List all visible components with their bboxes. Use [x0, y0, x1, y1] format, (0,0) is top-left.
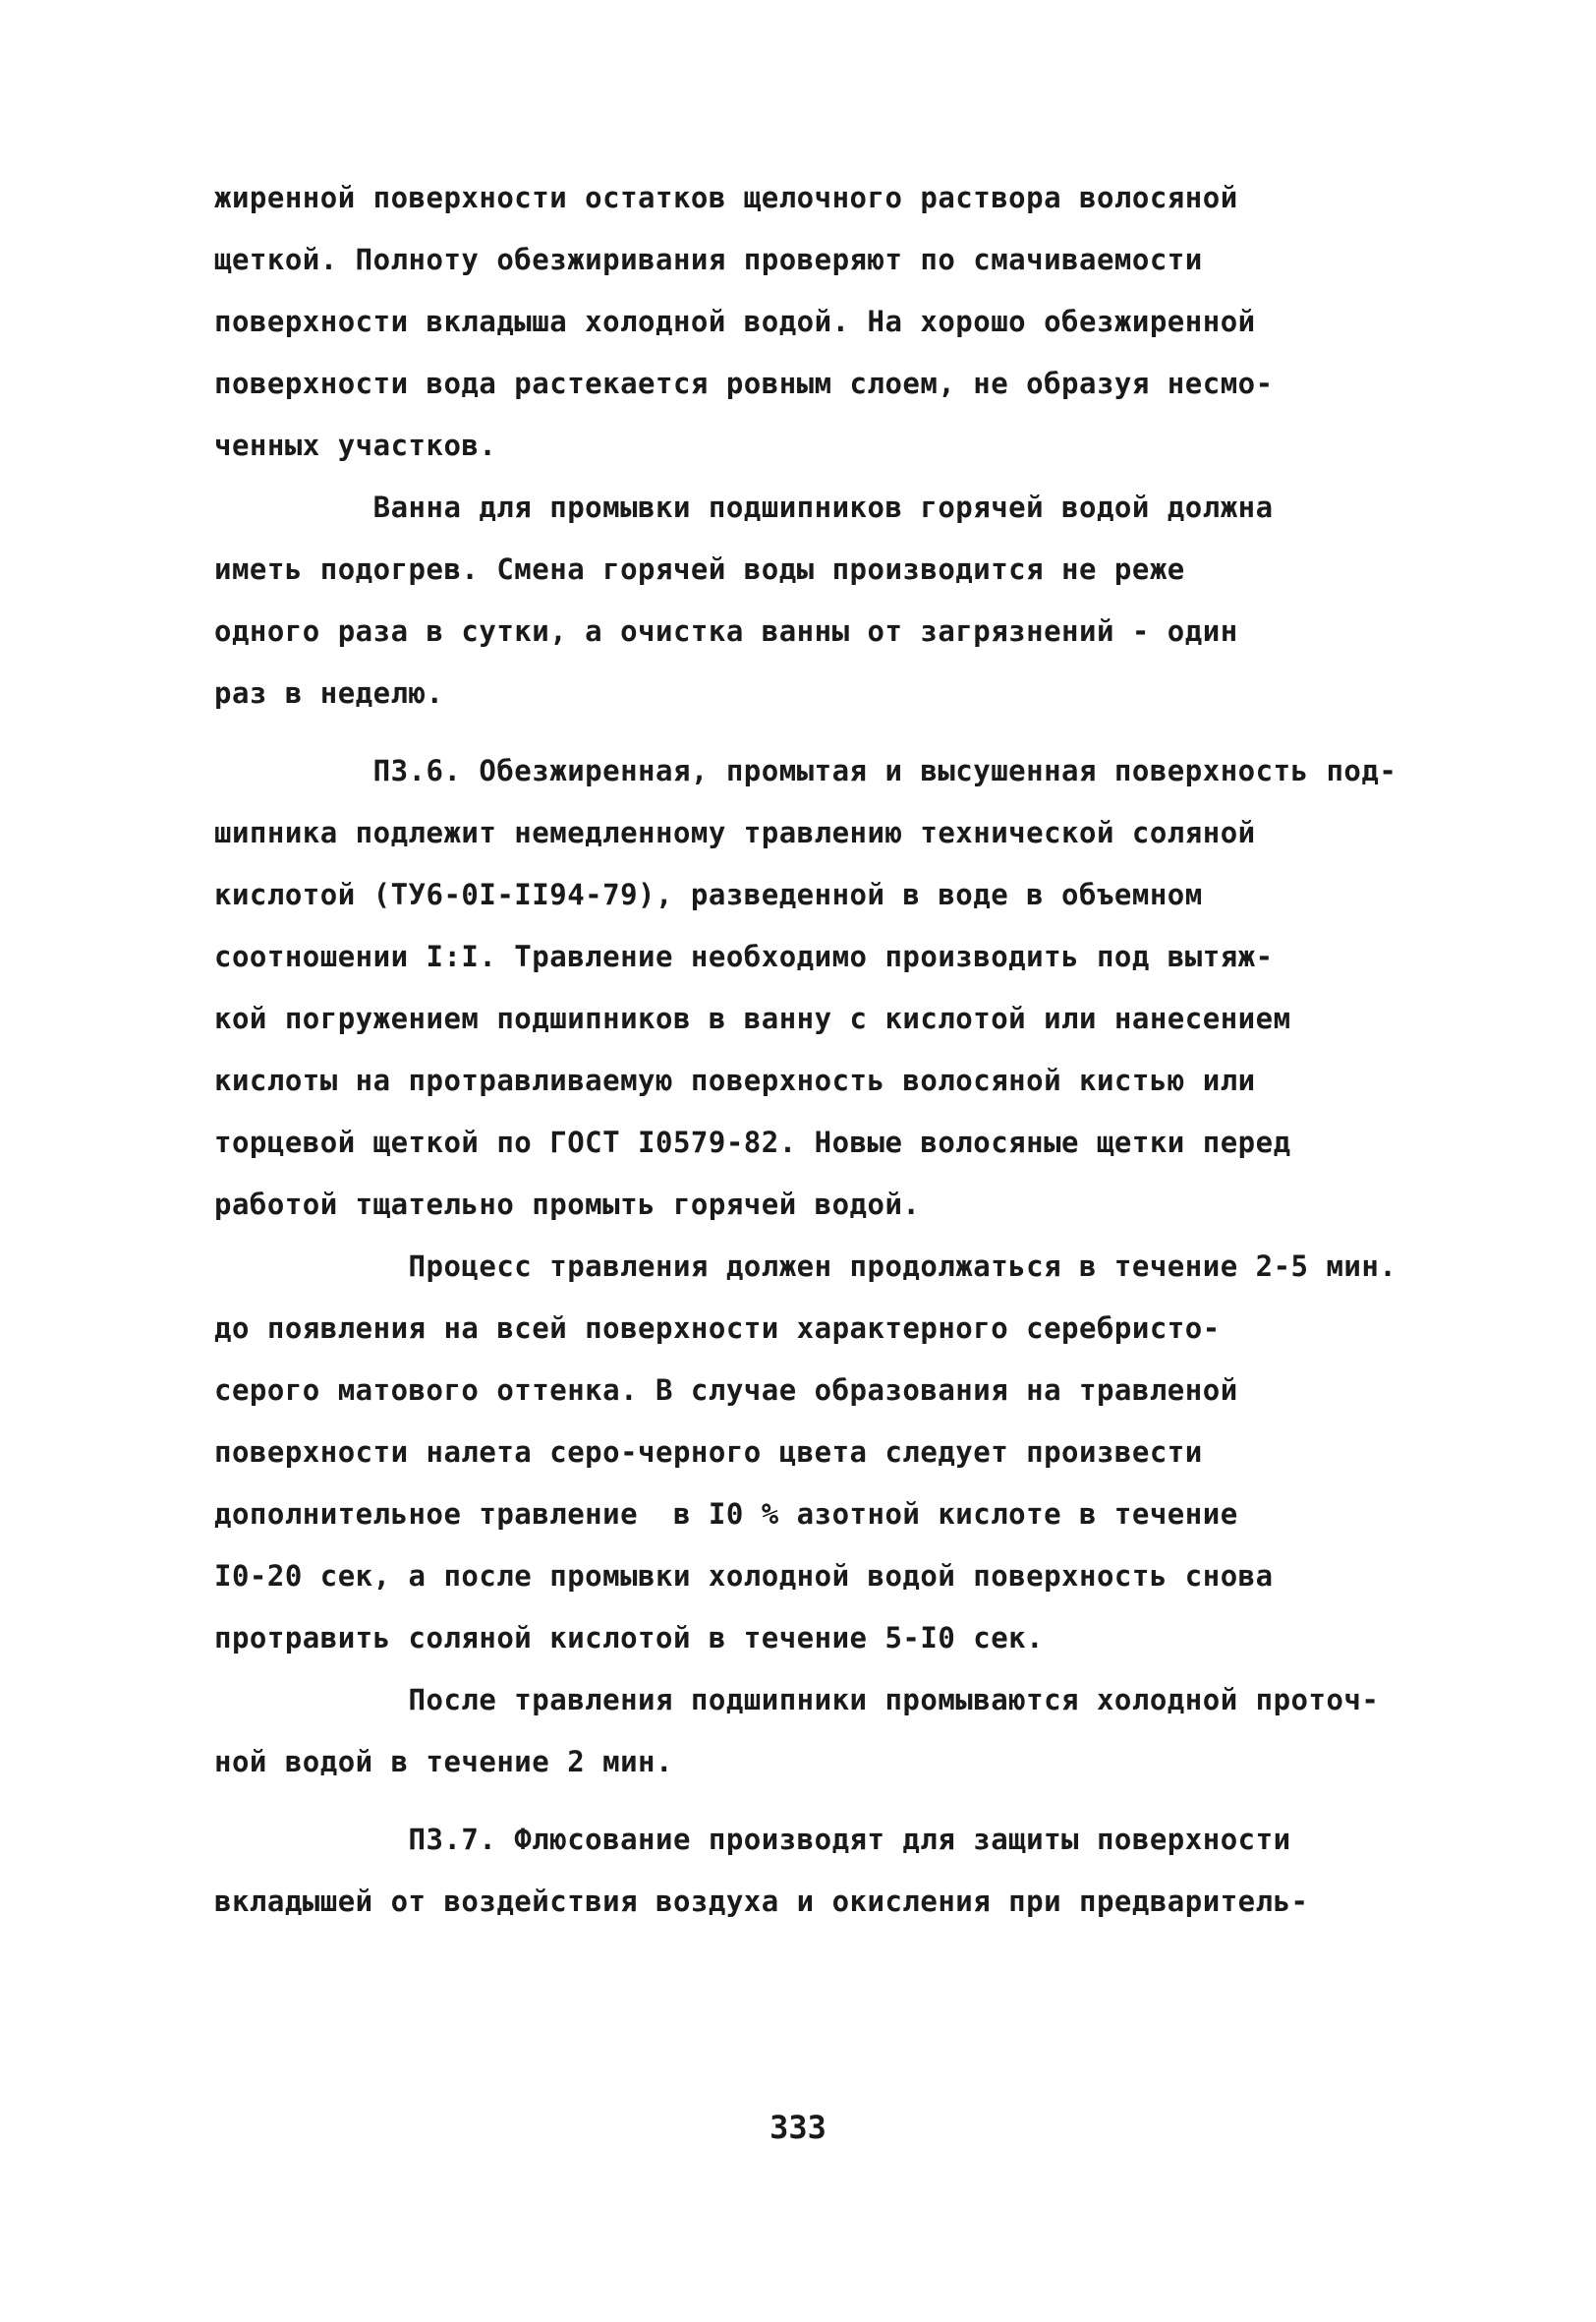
text-line: поверхности вода растекается ровным слоем, не образуя несмо- [214, 367, 1274, 400]
text-line: П3.6. Обезжиренная, промытая и высушенная поверхность под- [214, 754, 1397, 787]
page-number: 333 [770, 2109, 826, 2146]
paragraph-1 [214, 167, 1423, 477]
text-line: П3.7. Флюсование производят для защиты поверхности [214, 1823, 1291, 1856]
text-line: серого матового оттенка. В случае образования на травленой [214, 1373, 1238, 1407]
text-line: ной водой в течение 2 мин. [214, 1745, 673, 1778]
text-line: Процесс травления должен продолжаться в течение 2-5 мин. [214, 1249, 1397, 1283]
text-line: раз в неделю. [214, 676, 444, 710]
text-line: одного раза в сутки, а очистка ванны от загрязнений - один [214, 614, 1238, 648]
text-line: щеткой. Полноту обезжиривания проверяют по смачиваемости [214, 243, 1203, 276]
paragraph-5 [214, 1669, 1423, 1793]
text-line: поверхности налета серо-черного цвета следует произвести [214, 1435, 1203, 1469]
text-line: протравить соляной кислотой в течение 5-I0 сек. [214, 1621, 1045, 1654]
text-line: кислотой (ТУ6-0I-II94-79), разведенной в воде в объемном [214, 878, 1203, 911]
text-line: поверхности вкладыша холодной водой. На хорошо обезжиренной [214, 305, 1256, 338]
text-line: иметь подогрев. Смена горячей воды производится не реже [214, 552, 1185, 586]
text-line: Ванна для промывки подшипников горячей водой должна [214, 491, 1274, 524]
paragraph-gap [214, 725, 1423, 740]
text-line: кислоты на протравливаемую поверхность волосяной кистью или [214, 1064, 1256, 1097]
text-line: вкладышей от воздействия воздуха и окисления при предваритель- [214, 1885, 1309, 1918]
text-line: кой погружением подшипников в ванну с кислотой или нанесением [214, 1002, 1291, 1035]
text-line: соотношении I:I. Травление необходимо производить под вытяж- [214, 940, 1274, 973]
text-line: I0-20 сек, а после промывки холодной водой поверхность снова [214, 1559, 1274, 1593]
text-line: дополнительное травление в I0 % азотной кислоте в течение [214, 1497, 1238, 1531]
text-line: ченных участков. [214, 429, 497, 462]
text-line: работой тщательно промыть горячей водой. [214, 1188, 921, 1221]
paragraph-2 [214, 477, 1423, 725]
text-line: до появления на всей поверхности характерного серебристо- [214, 1311, 1221, 1345]
text-line: жиренной поверхности остатков щелочного раствора волосяной [214, 181, 1238, 214]
paragraph-4 [214, 1236, 1423, 1669]
text-line: После травления подшипники промываются холодной проточ- [214, 1683, 1380, 1716]
body-text [214, 167, 1423, 1933]
paragraph-6 [214, 1809, 1423, 1933]
paragraph-3 [214, 740, 1423, 1236]
paragraph-gap [214, 1793, 1423, 1809]
text-line: шипника подлежит немедленному травлению технической соляной [214, 816, 1256, 849]
text-line: торцевой щеткой по ГОСТ I0579-82. Новые волосяные щетки перед [214, 1126, 1291, 1159]
